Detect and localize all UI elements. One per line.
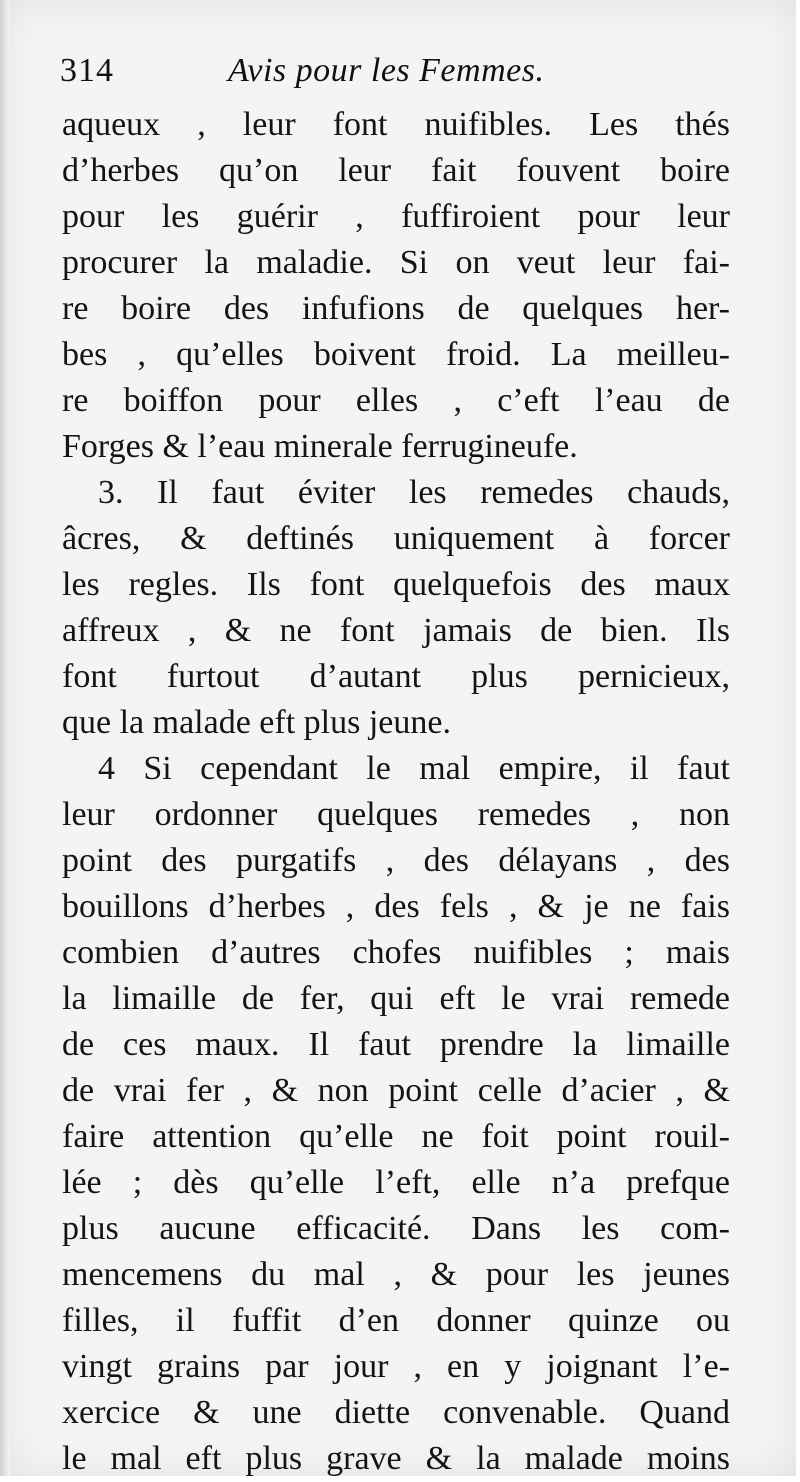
text-line: plus aucune efficacité. Dans les com- [62, 1210, 730, 1247]
text-line: vingt grains par jour , en y joignant l’e- [62, 1348, 730, 1385]
text-line: affreux , & ne font jamais de bien. Ils [62, 612, 730, 649]
text-line: de ces maux. Il faut prendre la limaille [62, 1026, 730, 1063]
text-line: pour les guérir , fuffiroient pour leur [62, 198, 730, 235]
page-gutter-edge [0, 0, 10, 1476]
text-line: font furtout d’autant plus pernicieux, [62, 658, 730, 695]
text-line: aqueux , leur font nuifibles. Les thés [62, 106, 730, 143]
text-line: re boire des infufions de quelques her- [62, 290, 730, 327]
text-line: filles, il fuffit d’en donner quinze ou [62, 1302, 730, 1339]
text-line: âcres, & deftinés uniquement à forcer [62, 520, 730, 557]
text-line: bouillons d’herbes , des fels , & je ne fais [62, 888, 730, 925]
text-line: xercice & une diette convenable. Quand [62, 1394, 730, 1431]
text-line: faire attention qu’elle ne foit point rouil- [62, 1118, 730, 1155]
text-line: le mal eft plus grave & la malade moins [62, 1440, 730, 1477]
text-line: les regles. Ils font quelquefois des maux [62, 566, 730, 603]
page-number: 314 [60, 52, 114, 89]
text-line: Forges & l’eau minerale ferrugineufe. [62, 428, 578, 465]
running-head: Avis pour les Femmes. [228, 52, 545, 89]
text-line: d’herbes qu’on leur fait fouvent boire [62, 152, 730, 189]
text-line: 4 Si cependant le mal empire, il faut [98, 750, 730, 787]
text-line: re boiffon pour elles , c’eft l’eau de [62, 382, 730, 419]
text-line: point des purgatifs , des délayans , des [62, 842, 730, 879]
text-line: de vrai fer , & non point celle d’acier , & [62, 1072, 730, 1109]
text-line: procurer la maladie. Si on veut leur fai- [62, 244, 730, 281]
text-line: la limaille de fer, qui eft le vrai remede [62, 980, 730, 1017]
text-line: combien d’autres chofes nuifibles ; mais [62, 934, 730, 971]
text-line: lée ; dès qu’elle l’eft, elle n’a prefque [62, 1164, 730, 1201]
text-line: que la malade eft plus jeune. [62, 704, 451, 741]
text-line: mencemens du mal , & pour les jeunes [62, 1256, 730, 1293]
text-line: leur ordonner quelques remedes , non [62, 796, 730, 833]
page-header [60, 52, 740, 100]
text-line: 3. Il faut éviter les remedes chauds, [98, 474, 730, 511]
body-text [62, 102, 730, 1482]
text-line: bes , qu’elles boivent froid. La meilleu- [62, 336, 730, 373]
